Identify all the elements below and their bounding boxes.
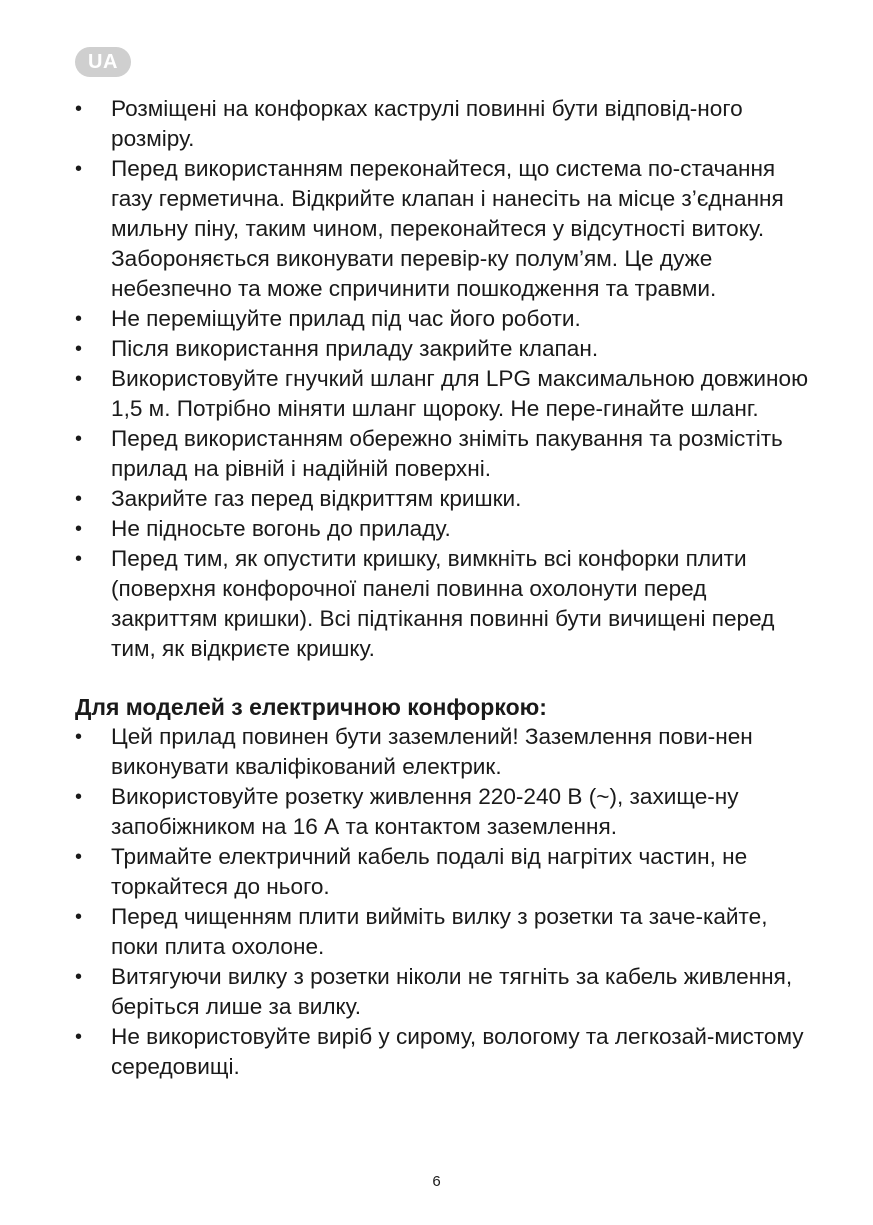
list-item [75,1022,810,1082]
bullet-icon: • [75,1026,83,1048]
list-item-text: Використовуйте розетку живлення 220-240 В (~), захище-ну запобіжником на 16 А та контактом заземлення. [111,784,739,839]
bullet-icon: • [75,846,83,868]
list-item [75,364,810,424]
bullet-icon: • [75,98,83,120]
list-item-text: Перед використанням переконайтеся, що система по-стачання газу герметична. Відкрийте клапан і нанесіть на місце з’єднання мильну піну, таким чином, переконайтеся у відсутності витоку. Забороняється виконувати перевір-ку полум’ям. Це дуже небезпечно та може спричинити пошкодження та травми. [111,156,784,301]
list-item-text: Не переміщуйте прилад під час його роботи. [111,306,581,331]
list-item-text: Не підносьте вогонь до приладу. [111,516,451,541]
list-item [75,484,810,514]
bullet-icon: • [75,548,83,570]
list-item [75,842,810,902]
list-item-text: Витягуючи вилку з розетки ніколи не тягніть за кабель живлення, беріться лише за вилку. [111,964,793,1019]
bullet-icon: • [75,158,83,180]
page-content [75,94,810,1082]
bullet-icon: • [75,428,83,450]
bullet-icon: • [75,966,83,988]
bullet-icon: • [75,488,83,510]
list-item [75,782,810,842]
page-number: 6 [432,1173,441,1190]
bullet-icon: • [75,786,83,808]
list-item [75,514,810,544]
list-item [75,304,810,334]
list-item-text: Тримайте електричний кабель подалі від нагрітих частин, не торкайтеся до нього. [111,844,748,899]
bullet-icon: • [75,726,83,748]
list-item-text: Закрийте газ перед відкриттям кришки. [111,486,522,511]
list-item [75,334,810,364]
list-item [75,544,810,664]
bullet-icon: • [75,518,83,540]
language-badge: UA [75,47,131,77]
bullet-icon: • [75,368,83,390]
list-item [75,722,810,782]
list-item [75,94,810,154]
list-item [75,424,810,484]
list-item [75,154,810,304]
list-item-text: Використовуйте гнучкий шланг для LPG максимальною довжиною 1,5 м. Потрібно міняти шланг щороку. Не пере-гинайте шланг. [111,366,809,421]
bullet-icon: • [75,906,83,928]
list-item-text: Не використовуйте виріб у сирому, вологому та легкозай-мистому середовищі. [111,1024,804,1079]
list-item-text: Перед використанням обережно зніміть пакування та розмістіть прилад на рівній і надійній поверхні. [111,426,783,481]
bullet-icon: • [75,308,83,330]
electric-safety-list [75,722,810,1082]
list-item [75,962,810,1022]
list-item-text: Перед чищенням плити вийміть вилку з розетки та заче-кайте, поки плита охолоне. [111,904,768,959]
list-item [75,902,810,962]
list-item-text: Розміщені на конфорках каструлі повинні бути відповід-ного розміру. [111,96,743,151]
list-item-text: Перед тим, як опустити кришку, вимкніть всі конфорки плити (поверхня конфорочної панелі повинна охолонути перед закриттям кришки). Всі підтікання повинні бути вичищені перед тим, як відкриєте кришку. [111,546,775,661]
list-item-text: Цей прилад повинен бути заземлений! Заземлення пови-нен виконувати кваліфікований електрик. [111,724,753,779]
bullet-icon: • [75,338,83,360]
electric-section-heading: Для моделей з електричною конфоркою: [75,694,547,720]
gas-safety-list [75,94,810,664]
list-item-text: Після використання приладу закрийте клапан. [111,336,599,361]
